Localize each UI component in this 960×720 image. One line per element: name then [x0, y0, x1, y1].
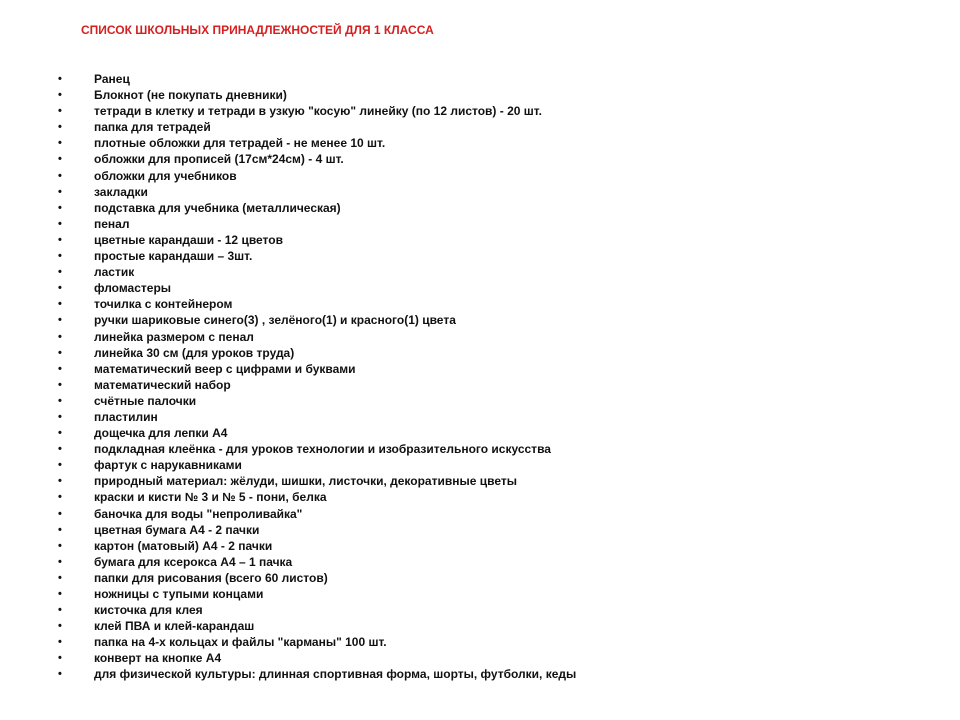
list-item [0, 312, 960, 328]
list-item [0, 666, 960, 682]
list-item [0, 361, 960, 377]
list-item [0, 119, 960, 135]
list-item [0, 538, 960, 554]
list-item [0, 248, 960, 264]
list-item-text: фломастеры [94, 281, 172, 296]
list-item-text: Ранец [94, 72, 130, 86]
bullet-icon: • [58, 105, 62, 118]
list-item [0, 184, 960, 200]
bullet-icon: • [58, 89, 62, 102]
bullet-icon: • [58, 137, 62, 150]
list-item [0, 425, 960, 441]
bullet-icon: • [58, 266, 62, 279]
list-item [0, 264, 960, 280]
list-item-text: пластилин [94, 409, 158, 424]
list-item [0, 168, 960, 184]
list-item [0, 409, 960, 425]
list-item-text: подкладная клеёнка - для уроков технологии и изобразительного искусства [94, 442, 551, 457]
list-item-text: дощечка для лепки А4 [94, 426, 228, 441]
list-item-text: папка для тетрадей [94, 120, 211, 135]
list-item-text: обложки для учебников [94, 168, 237, 183]
bullet-icon: • [58, 282, 62, 295]
bullet-icon: • [58, 233, 62, 246]
list-item [0, 554, 960, 570]
bullet-icon: • [58, 539, 62, 552]
bullet-icon: • [58, 555, 62, 568]
bullet-icon: • [58, 330, 62, 343]
list-item-text: краски и кисти № 3 и № 5 - пони, белка [94, 490, 327, 505]
list-item-text: папки для рисования (всего 60 листов) [94, 570, 328, 585]
bullet-icon: • [58, 121, 62, 134]
list-item [0, 634, 960, 650]
list-item [0, 345, 960, 361]
list-item-text: картон (матовый) А4 - 2 пачки [94, 538, 273, 553]
bullet-icon: • [58, 73, 62, 85]
list-item-text: математический веер с цифрами и буквами [94, 361, 356, 376]
bullet-icon: • [58, 588, 62, 600]
bullet-icon: • [58, 217, 62, 230]
list-item [0, 232, 960, 248]
bullet-icon: • [58, 185, 62, 198]
list-item-text: кисточка для клея [94, 603, 203, 618]
list-item [0, 473, 960, 489]
bullet-icon: • [58, 507, 62, 520]
bullet-icon: • [58, 636, 62, 649]
bullet-icon: • [58, 314, 62, 327]
bullet-icon: • [58, 604, 62, 617]
supply-list [0, 71, 960, 683]
list-item-text: бумага для ксерокса А4 – 1 пачка [94, 554, 293, 569]
list-item [0, 441, 960, 457]
list-item-text: точилка с контейнером [94, 297, 233, 312]
list-item [0, 71, 960, 87]
bullet-icon: • [58, 491, 62, 504]
page-title: СПИСОК ШКОЛЬНЫХ ПРИНАДЛЕЖНОСТЕЙ ДЛЯ 1 КЛАССА [81, 23, 434, 37]
list-item-text: счётные палочки [94, 393, 197, 408]
list-item [0, 87, 960, 103]
list-item-text: баночка для воды "непроливайка" [94, 506, 303, 521]
bullet-icon: • [58, 362, 62, 375]
list-item-text: цветные карандаши - 12 цветов [94, 232, 283, 247]
list-item-text: ножницы с тупыми концами [94, 587, 264, 601]
list-item [0, 393, 960, 409]
bullet-icon: • [58, 346, 62, 359]
list-item [0, 280, 960, 296]
bullet-icon: • [58, 169, 62, 182]
bullet-icon: • [58, 523, 62, 536]
list-item-text: клей ПВА и клей-карандаш [94, 619, 255, 634]
bullet-icon: • [58, 394, 62, 407]
list-item-text: конверт на кнопке А4 [94, 651, 222, 666]
list-item-text: природный материал: жёлуди, шишки, листочки, декоративные цветы [94, 474, 517, 489]
bullet-icon: • [58, 427, 62, 440]
list-item-text: ластик [94, 265, 135, 280]
list-item-text: закладки [94, 184, 148, 199]
list-item-text: папка на 4-х кольцах и файлы "карманы" 100 шт. [94, 635, 387, 650]
bullet-icon: • [58, 652, 62, 665]
list-item [0, 650, 960, 666]
list-item-text: ручки шариковые синего(3) , зелёного(1) и красного(1) цвета [94, 313, 456, 328]
list-item [0, 216, 960, 232]
list-item [0, 618, 960, 634]
list-item [0, 296, 960, 312]
bullet-icon: • [58, 443, 62, 456]
list-item [0, 506, 960, 522]
list-item-text: обложки для прописей (17см*24см) - 4 шт. [94, 152, 344, 167]
bullet-icon: • [58, 571, 62, 584]
list-item [0, 570, 960, 586]
bullet-icon: • [58, 620, 62, 633]
bullet-icon: • [58, 668, 62, 681]
list-item [0, 586, 960, 602]
list-item [0, 602, 960, 618]
list-item-text: плотные обложки для тетрадей - не менее 10 шт. [94, 136, 386, 151]
bullet-icon: • [58, 475, 62, 488]
list-item-text: простые карандаши – 3шт. [94, 249, 253, 264]
list-item [0, 135, 960, 151]
list-item-text: Блокнот (не покупать дневники) [94, 88, 287, 103]
bullet-icon: • [58, 410, 62, 423]
list-item-text: линейка 30 см (для уроков труда) [94, 345, 295, 360]
list-item [0, 329, 960, 345]
bullet-icon: • [58, 378, 62, 391]
list-item-text: подставка для учебника (металлическая) [94, 200, 341, 215]
bullet-icon: • [58, 201, 62, 214]
list-item [0, 377, 960, 393]
list-item-text: пенал [94, 216, 130, 231]
bullet-icon: • [58, 153, 62, 166]
list-item-text: фартук с нарукавниками [94, 458, 242, 473]
bullet-icon: • [58, 459, 62, 472]
list-item-text: тетради в клетку и тетради в узкую "косую" линейку (по 12 листов) - 20 шт. [94, 104, 542, 119]
list-item-text: линейка размером с пенал [94, 329, 254, 344]
bullet-icon: • [58, 250, 62, 263]
list-item-text: для физической культуры: длинная спортивная форма, шорты, футболки, кеды [94, 667, 577, 682]
list-item [0, 103, 960, 119]
list-item [0, 489, 960, 505]
list-item [0, 457, 960, 473]
list-item [0, 522, 960, 538]
list-item [0, 200, 960, 216]
list-item-text: математический набор [94, 377, 231, 392]
list-item [0, 151, 960, 167]
list-item-text: цветная бумага А4 - 2 пачки [94, 522, 260, 537]
bullet-icon: • [58, 298, 62, 311]
